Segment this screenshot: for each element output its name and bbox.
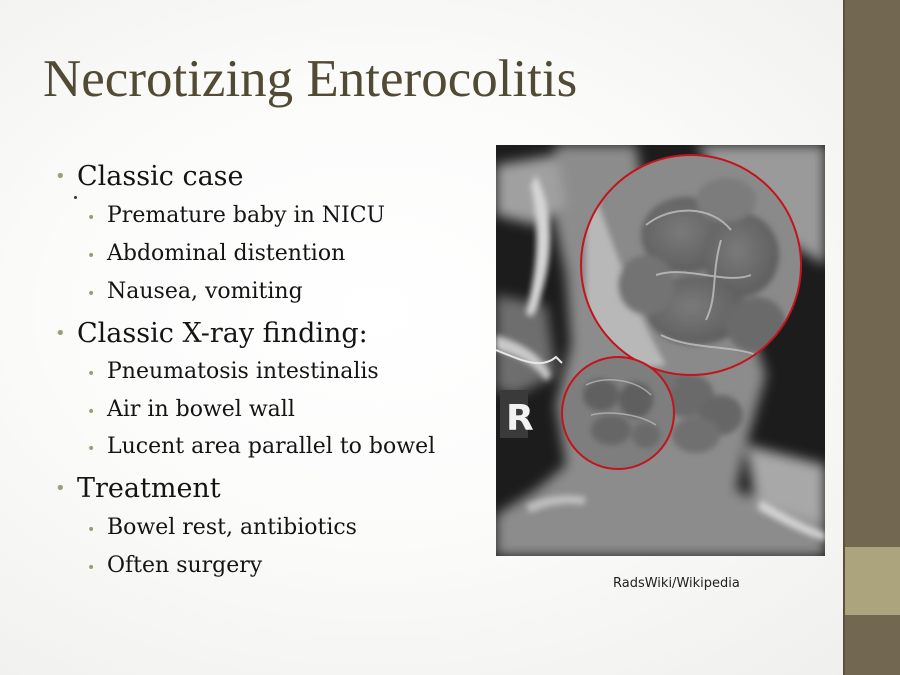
sub-bullet <box>87 278 303 306</box>
bullet-classic-case <box>55 160 244 194</box>
bullet-dot-icon: • <box>87 366 96 382</box>
bullet-dot-icon: • <box>55 166 66 187</box>
sub-bullet <box>87 552 263 580</box>
bullet-dot-icon: • <box>55 478 66 499</box>
bullet-dot-icon: • <box>87 248 96 264</box>
sidebar-dark-band-bottom <box>843 615 900 675</box>
slide-title: Necrotizing Enterocolitis <box>43 50 578 108</box>
xray-marker-r: R <box>506 398 534 439</box>
sub-bullet-text: Bowel rest, antibiotics <box>107 515 357 540</box>
sub-bullet-text: Often surgery <box>107 553 263 578</box>
bullet-classic-xray-finding <box>55 317 368 351</box>
bullet-dot-icon: • <box>87 404 96 420</box>
sub-bullet-text: Nausea, vomiting <box>107 279 303 304</box>
bullet-dot-icon: • <box>87 286 96 302</box>
bullet-dot-icon: • <box>87 522 96 538</box>
sub-bullet <box>87 433 436 461</box>
sub-bullet-text: Premature baby in NICU <box>107 203 386 228</box>
sub-bullet <box>87 202 386 230</box>
bullet-dot-icon: • <box>87 560 96 576</box>
bullet-text: Classic case <box>77 161 244 192</box>
sub-bullet <box>87 240 346 268</box>
bullet-text: Classic X-ray finding: <box>77 318 368 349</box>
sub-bullet <box>87 396 295 424</box>
sub-bullet-text: Abdominal distention <box>107 241 346 266</box>
bullet-text: Treatment <box>77 473 221 504</box>
bullet-dot-icon: • <box>55 323 66 344</box>
sub-bullet-text: Lucent area parallel to bowel <box>107 434 436 459</box>
sidebar-accent-band <box>843 547 900 615</box>
sub-bullet <box>87 358 379 386</box>
bullet-dot-icon: • <box>87 441 96 457</box>
xray-image <box>496 145 825 556</box>
sub-bullet <box>87 514 357 542</box>
sidebar-dark-band-top <box>843 0 900 547</box>
image-credit: RadsWiki/Wikipedia <box>613 576 740 591</box>
bullet-treatment <box>55 472 221 506</box>
sub-bullet-text: Air in bowel wall <box>107 397 295 422</box>
sub-bullet-text: Pneumatosis intestinalis <box>107 359 379 384</box>
slide-sidebar <box>843 0 900 675</box>
sidebar-edge-line <box>843 0 845 675</box>
bullet-dot-icon: • <box>87 210 96 226</box>
